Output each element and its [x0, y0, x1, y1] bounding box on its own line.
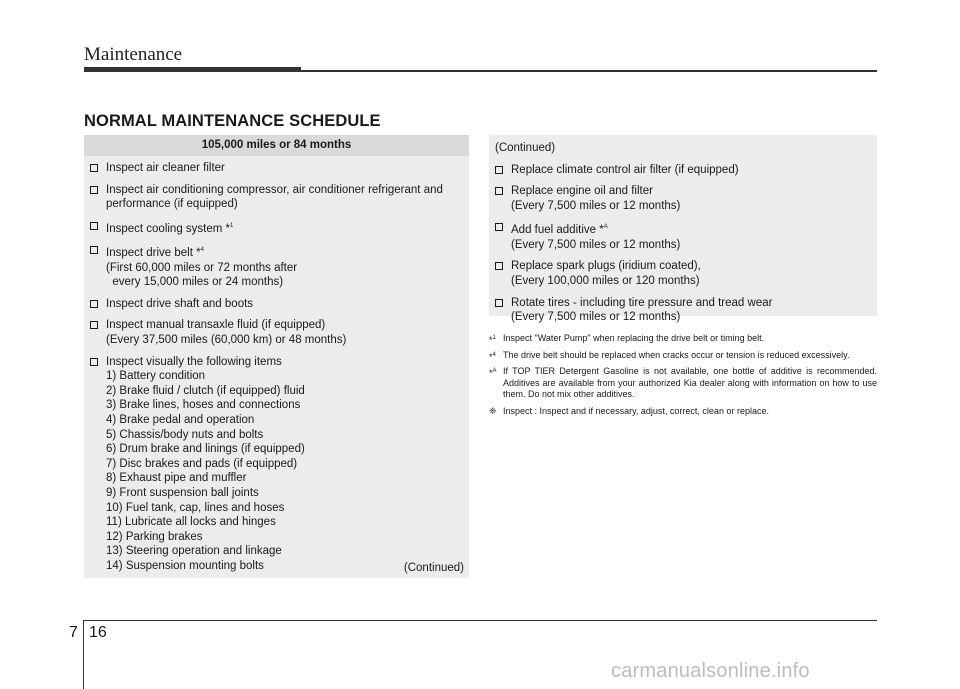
chapter-number: 7 — [69, 624, 78, 641]
checklist-item-text: Inspect drive belt * — [106, 247, 201, 260]
checklist-item — [90, 219, 463, 236]
checklist-item-text: Inspect air conditioning compressor, air conditioner refrigerant and — [106, 183, 443, 196]
checklist-item — [90, 355, 463, 574]
checklist-item-text: Replace spark plugs (iridium coated), — [511, 260, 701, 273]
section-title: NORMAL MAINTENANCE SCHEDULE — [84, 112, 381, 130]
checklist-item-detail: 8) Exhaust pipe and muffler — [106, 472, 247, 485]
schedule-box-left — [84, 135, 469, 578]
footnote-ref: A — [603, 224, 608, 231]
checkbox-square-icon — [495, 166, 503, 174]
checklist-item-detail: 1) Battery condition — [106, 370, 206, 383]
checklist-item — [90, 318, 463, 347]
left-continued-label: (Continued) — [403, 562, 464, 574]
checkbox-square-icon — [90, 358, 98, 366]
checkbox-square-icon — [90, 222, 98, 230]
checklist-item-text: Inspect cooling system * — [106, 222, 231, 235]
footer-rule — [84, 620, 877, 621]
schedule-box-right — [489, 135, 877, 324]
checklist-item-detail: (Every 7,500 miles or 12 months) — [511, 238, 681, 251]
checklist-item-detail: 3) Brake lines, hoses and connections — [106, 399, 301, 412]
checklist-item-detail: 2) Brake fluid / clutch (if equipped) fluid — [106, 384, 305, 397]
checkbox-square-icon — [90, 321, 98, 329]
checklist-item-detail: 10) Fuel tank, cap, lines and hoses — [106, 501, 285, 514]
footer-vertical-rule — [83, 620, 84, 689]
right-item-list — [495, 163, 871, 325]
checklist-item — [90, 161, 463, 176]
schedule-heading: 105,000 miles or 84 months — [84, 135, 469, 156]
footnote — [489, 350, 877, 362]
checkbox-square-icon — [495, 187, 503, 195]
checklist-item — [90, 297, 463, 312]
checklist-item-detail: every 15,000 miles or 24 months) — [106, 276, 284, 289]
checkbox-square-icon — [90, 164, 98, 172]
footnote-text: If TOP TIER Detergent Gasoline is not available, one bottle of additive is recommended. Additives are available from your authorized Kia dealer along with information on how to use them. Do not mix other additives. — [503, 366, 877, 400]
checkbox-square-icon — [495, 223, 503, 231]
checklist-item-text: Inspect air cleaner filter — [106, 162, 225, 174]
checklist-item-detail: 4) Brake pedal and operation — [106, 413, 255, 426]
checklist-item — [90, 243, 463, 290]
checklist-item — [495, 163, 871, 178]
footnote-ref: 4 — [200, 247, 204, 254]
checkbox-square-icon — [495, 299, 503, 307]
page-number: 16 — [89, 624, 107, 641]
checklist-item-detail: 14) Suspension mounting bolts — [106, 559, 264, 572]
watermark: carmanualsonline.info — [611, 660, 810, 682]
footnote — [489, 406, 877, 418]
checklist-item-detail: 6) Drum brake and linings (if equipped) — [106, 443, 305, 456]
footnote — [489, 333, 877, 345]
footnote-text: Inspect : Inspect and if necessary, adjust, correct, clean or replace. — [503, 405, 769, 416]
checklist-item-detail: 7) Disc brakes and pads (if equipped) — [106, 457, 298, 470]
checklist-item-detail: 13) Steering operation and linkage — [106, 545, 282, 558]
checklist-item-text: Inspect drive shaft and boots — [106, 297, 254, 310]
checklist-item-detail: (First 60,000 miles or 72 months after — [106, 261, 298, 274]
checklist-item — [495, 259, 871, 288]
footnote-mark: *$^4$ — [489, 351, 496, 362]
footnote-mark: ❈ — [489, 405, 497, 416]
checklist-item-text: Inspect visually the following items — [106, 355, 282, 368]
checklist-item-detail: (Every 7,500 miles or 12 months) — [511, 311, 681, 324]
checklist-item — [495, 296, 871, 325]
footnotes — [489, 333, 877, 423]
header-rule-thin — [301, 70, 877, 72]
checklist-item-text: Rotate tires - including tire pressure and tread wear — [511, 296, 773, 309]
checklist-item-text: Replace engine oil and filter — [511, 185, 653, 198]
checklist-item-detail: 12) Parking brakes — [106, 530, 203, 543]
left-item-list — [84, 156, 469, 574]
checkbox-square-icon — [495, 262, 503, 270]
footnote-mark: *$^A$ — [489, 368, 497, 379]
checklist-item-detail: (Every 37,500 miles (60,000 km) or 48 months) — [106, 334, 347, 346]
checklist-item-detail: (Every 100,000 miles or 120 months) — [511, 274, 700, 287]
footnote — [489, 366, 877, 401]
footnote-text: The drive belt should be replaced when cracks occur or tension is reduced excessively. — [503, 349, 850, 360]
right-continued-label: (Continued) — [495, 142, 556, 154]
footnote-mark: *$^1$ — [489, 335, 496, 345]
checklist-item-detail: (Every 7,500 miles or 12 months) — [511, 199, 681, 212]
header-rule-thick — [84, 67, 301, 72]
header-title: Maintenance — [84, 44, 183, 65]
checklist-item — [90, 183, 463, 212]
checklist-item-text: Add fuel additive * — [511, 224, 604, 237]
checklist-item-text: Inspect manual transaxle fluid (if equipped) — [106, 319, 326, 332]
checklist-item-text: Replace climate control air filter (if equipped) — [511, 163, 739, 176]
checklist-item-detail: 9) Front suspension ball joints — [106, 486, 259, 499]
checklist-item — [495, 220, 871, 252]
checklist-item-detail: performance (if equipped) — [106, 198, 238, 211]
checkbox-square-icon — [90, 246, 98, 254]
checklist-item — [495, 184, 871, 213]
checkbox-square-icon — [90, 300, 98, 308]
checklist-item-detail: 11) Lubricate all locks and hinges — [106, 516, 276, 529]
footnote-text: Inspect "Water Pump" when replacing the drive belt or timing belt. — [503, 333, 765, 343]
footnote-ref: 1 — [230, 222, 234, 229]
checkbox-square-icon — [90, 186, 98, 194]
checklist-item-detail: 5) Chassis/body nuts and bolts — [106, 428, 264, 441]
